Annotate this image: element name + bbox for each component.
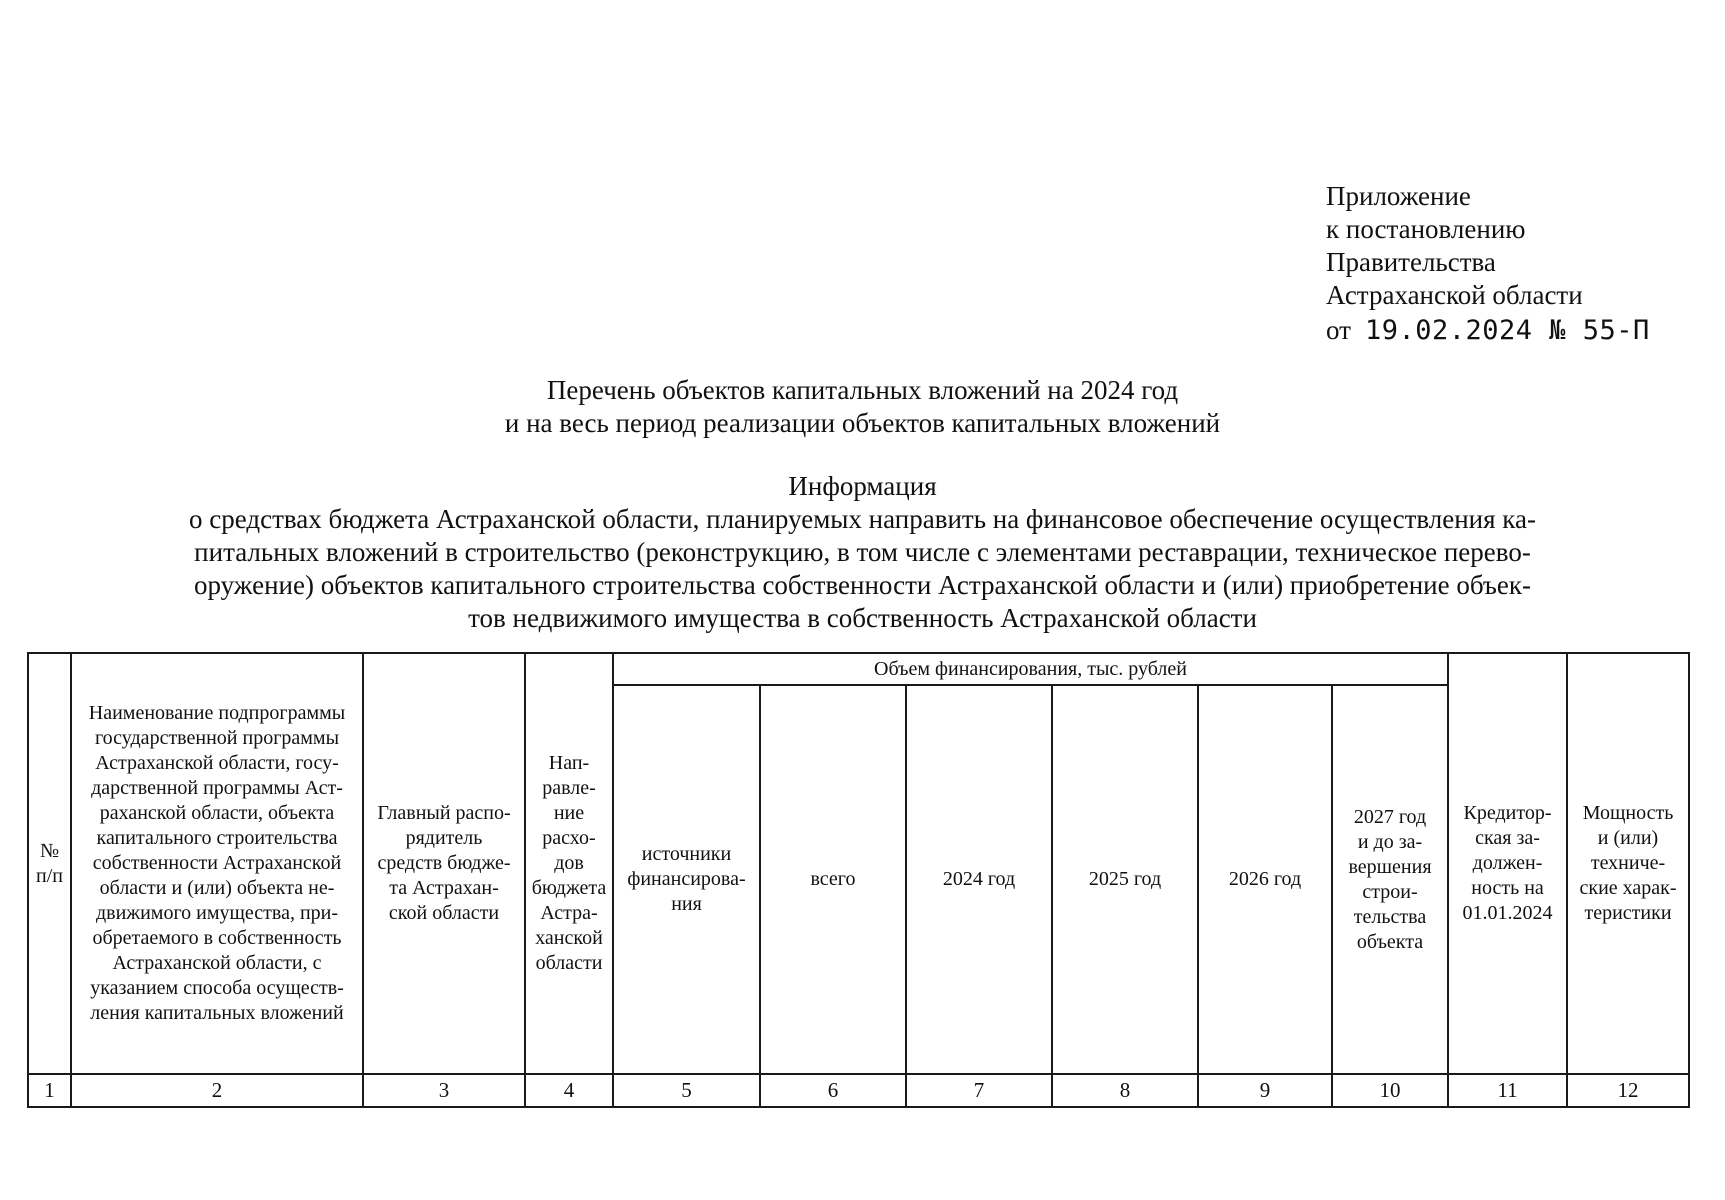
column-number-cell: 7 [906, 1074, 1052, 1107]
col-header-administrator: Главный распо- рядитель средств бюдже- та Астрахан- ской области [363, 653, 525, 1074]
column-number-cell: 9 [1198, 1074, 1332, 1107]
document-title-line-1: Перечень объектов капитальных вложений на 2024 год [546, 375, 1179, 405]
info-body-line-3: оружение) объектов капитального строительства собственности Астраханской области и (или) приобретение объек- [194, 570, 1531, 600]
info-body-line-1: о средствах бюджета Астраханской области, планируемых направить на финансовое обеспечение осуществления ка- [189, 504, 1536, 534]
appendix-date-prefix: от [1326, 315, 1351, 345]
col-header-total: всего [760, 685, 906, 1074]
col-header-expense-direction: Нап- равле- ние расхо- дов бюджета Астра- ханской области [525, 653, 613, 1074]
column-number-cell: 3 [363, 1074, 525, 1107]
column-number-cell: 6 [760, 1074, 906, 1107]
col-header-capacity: Мощность и (или) техниче- ские харак- теристики [1567, 653, 1689, 1074]
appendix-line-1: Приложение [1326, 181, 1471, 211]
col-header-2027-plus: 2027 год и до за- вершения строи- тельства объекта [1332, 685, 1448, 1074]
info-section [0, 470, 1725, 635]
column-number-cell: 1 [28, 1074, 71, 1107]
capital-investment-table [27, 652, 1690, 1108]
column-number-cell: 11 [1448, 1074, 1567, 1107]
col-header-2024: 2024 год [906, 685, 1052, 1074]
appendix-date-line [1326, 314, 1686, 347]
column-number-cell: 8 [1052, 1074, 1198, 1107]
col-header-2026: 2026 год [1198, 685, 1332, 1074]
column-number-cell: 4 [525, 1074, 613, 1107]
col-header-name: Наименование подпрограммы государственной программы Астраханской области, госу- дарственной программы Аст- раханской области, объекта капитального строительства собственности Астраханской области и (или) объекта не- движимого имущества, при- обретаемого в собственность Астраханской области, с указанием способа осуществ- ления капитальных вложений [71, 653, 363, 1074]
appendix-line-2: к постановлению [1326, 214, 1526, 244]
info-body-line-4: тов недвижимого имущества в собственность Астраханской области [468, 603, 1257, 633]
capital-investment-table-wrap [27, 652, 1688, 1108]
appendix-line-4: Астраханской области [1326, 280, 1583, 310]
col-header-debt: Кредитор- ская за- должен- ность на 01.01.2024 [1448, 653, 1567, 1074]
document-title-line-2: и на весь период реализации объектов капитальных вложений [504, 408, 1221, 438]
col-header-financing-group: Объем финансирования, тыс. рублей [613, 653, 1448, 685]
column-number-cell: 10 [1332, 1074, 1448, 1107]
column-number-cell: 5 [613, 1074, 760, 1107]
appendix-line-3: Правительства [1326, 247, 1496, 277]
column-number-cell: 12 [1567, 1074, 1689, 1107]
col-header-2025: 2025 год [1052, 685, 1198, 1074]
info-heading: Информация [788, 471, 937, 501]
column-number-cell: 2 [71, 1074, 363, 1107]
document-title [0, 374, 1725, 440]
appendix-block [1326, 180, 1686, 347]
table-header-row-group [28, 653, 1689, 685]
table-row-numbering [28, 1074, 1689, 1107]
appendix-date-value: 19.02.2024 № 55-П [1364, 315, 1650, 346]
col-header-sources: источники финансирова- ния [613, 685, 760, 1074]
col-header-number: № п/п [28, 653, 71, 1074]
info-body-line-2: питальных вложений в строительство (реконструкцию, в том числе с элементами реставрации, техническое перево- [194, 537, 1531, 567]
